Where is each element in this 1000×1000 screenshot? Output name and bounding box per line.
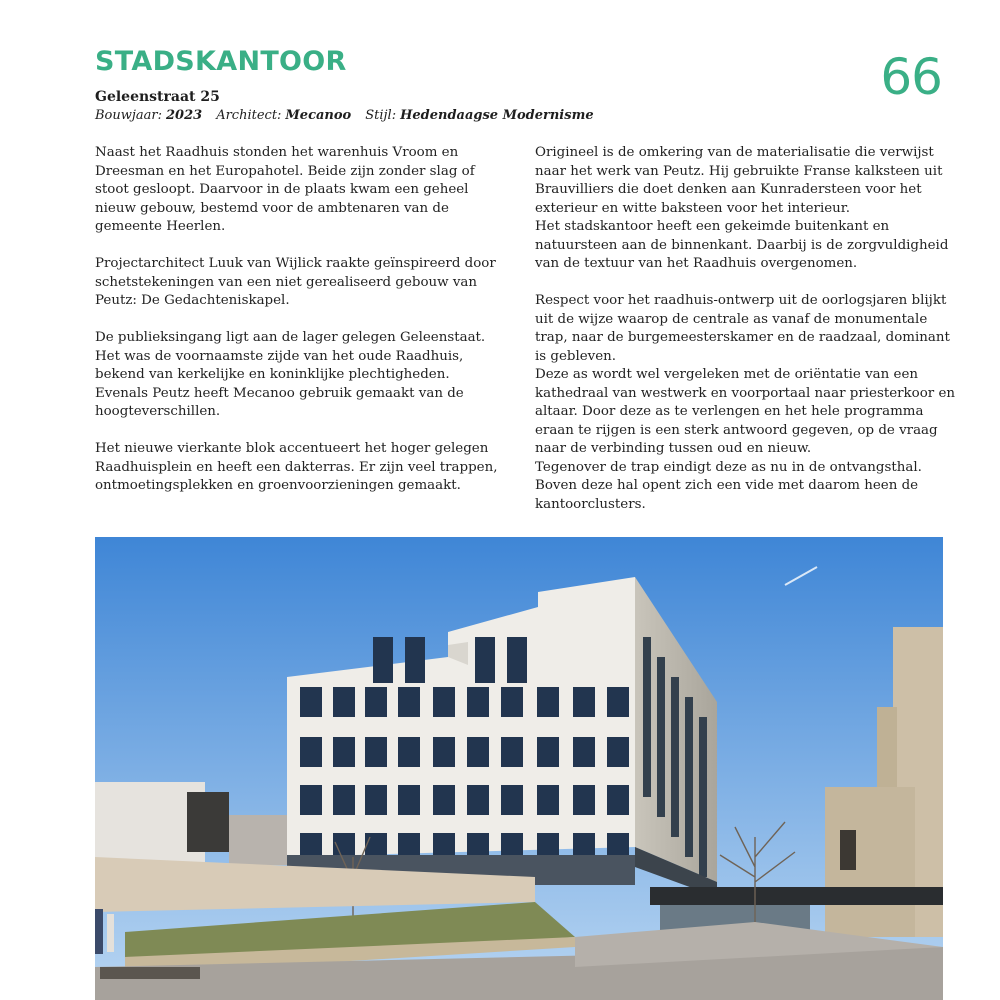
text-line: exterieur en witte baksteen voor het interieur. xyxy=(535,200,850,216)
text-line: De publieksingang ligt aan de lager gelegen Geleenstaat. xyxy=(95,330,486,345)
text-line: trap, naar de burgemeesterskamer en de raadzaal, dominant xyxy=(535,330,950,345)
window xyxy=(501,687,523,717)
rotunda xyxy=(825,787,915,937)
text-line: schetstekeningen van een niet gerealiseerd gebouw van xyxy=(95,274,478,290)
window xyxy=(501,785,523,815)
window xyxy=(607,687,629,717)
text-line: Peutz: De Gedachteniskapel. xyxy=(95,293,290,308)
text-line: eraan te rijgen is een sterk antwoord gegeven, op de vraag xyxy=(535,422,938,438)
style-value: Hedendaagse Modernisme xyxy=(400,108,594,123)
window xyxy=(573,785,595,815)
text-line: Brauvilliers die doet denken aan Kunradersteen voor het xyxy=(535,182,922,197)
text-line: Dreesman en het Europahotel. Beide zijn zonder slag of xyxy=(95,163,475,179)
text-line: ontmoetingsplekken en groenvoorzieningen gemaakt. xyxy=(95,478,461,493)
text-line: hoogteverschillen. xyxy=(95,404,221,419)
window xyxy=(467,785,489,815)
side-window xyxy=(685,697,693,857)
window xyxy=(300,737,322,767)
text-line: Evenals Peutz heeft Mecanoo gebruik gemaakt van de xyxy=(95,385,464,401)
window xyxy=(405,657,425,683)
text-line: kathedraal van westwerk en voorportaal naar priesterkoor en xyxy=(535,385,956,401)
text-line: Boven deze hal opent zich een vide met daarom heen de xyxy=(535,478,919,493)
left-text-column xyxy=(95,144,505,514)
window xyxy=(398,737,420,767)
text-line: Deze as wordt wel vergeleken met de oriëntatie van een xyxy=(535,367,918,382)
bench xyxy=(100,967,200,979)
window xyxy=(467,687,489,717)
text-line: van de textuur van het Raadhuis overgenomen. xyxy=(535,256,858,271)
window xyxy=(365,785,387,815)
architect-value: Mecanoo xyxy=(285,108,352,123)
page-title: STADSKANTOOR xyxy=(95,46,347,77)
text-line: naar de verbinding tussen oud en nieuw. xyxy=(535,441,812,456)
window xyxy=(433,737,455,767)
paragraph xyxy=(95,144,505,237)
paragraph xyxy=(535,292,956,514)
text-line: Origineel is de omkering van de materialisatie die verwijst xyxy=(535,145,934,160)
paragraph xyxy=(95,255,505,311)
address: Geleenstraat 25 xyxy=(95,89,220,105)
window xyxy=(475,657,495,683)
text-line: naar het werk van Peutz. Hij gebruikte Franse kalksteen uit xyxy=(535,163,943,179)
paragraph xyxy=(95,329,505,422)
window xyxy=(467,737,489,767)
year-label: Bouwjaar: xyxy=(95,108,163,123)
text-line: natuursteen aan de binnenkant. Daarbij is de zorgvuldigheid xyxy=(535,237,949,253)
window xyxy=(398,785,420,815)
text-line: Projectarchitect Luuk van Wijlick raakte geïnspireerd door xyxy=(95,256,496,271)
window xyxy=(537,785,559,815)
window xyxy=(300,785,322,815)
text-line: Het was de voornaamste zijde van het oude Raadhuis, xyxy=(95,348,464,364)
window xyxy=(398,687,420,717)
style-label: Stijl: xyxy=(365,108,397,123)
text-line: bekend van kerkelijke en koninklijke plechtigheden. xyxy=(95,367,450,382)
paragraph xyxy=(535,144,947,274)
window xyxy=(573,737,595,767)
year-value: 2023 xyxy=(166,108,203,123)
window xyxy=(373,657,393,683)
text-line: Het nieuwe vierkante blok accentueert het hoger gelegen xyxy=(95,441,489,456)
window xyxy=(433,785,455,815)
window xyxy=(365,737,387,767)
text-line: kantoorclusters. xyxy=(535,496,646,512)
side-window xyxy=(643,637,651,797)
window xyxy=(333,785,355,815)
window xyxy=(300,687,322,717)
window xyxy=(433,687,455,717)
brick-building xyxy=(229,815,287,865)
right-text-column xyxy=(535,144,956,533)
building-photo xyxy=(95,537,943,1000)
window xyxy=(607,785,629,815)
window xyxy=(501,737,523,767)
canopy xyxy=(650,887,943,905)
side-window xyxy=(671,677,679,837)
side-window xyxy=(699,717,707,877)
dark-building xyxy=(187,792,229,852)
window xyxy=(365,687,387,717)
text-line: Raadhuisplein en heeft een dakterras. Er zijn veel trappen, xyxy=(95,459,498,475)
window xyxy=(573,687,595,717)
text-line: Naast het Raadhuis stonden het warenhuis Vroom en xyxy=(95,145,459,160)
side-window xyxy=(657,657,665,817)
text-line: Tegenover de trap eindigt deze as nu in de ontvangsthal. xyxy=(535,459,922,475)
text-line: is gebleven. xyxy=(535,348,617,364)
window xyxy=(507,657,527,683)
window xyxy=(333,687,355,717)
text-line: uit de wijze waarop de centrale as vanaf de monumentale xyxy=(535,311,928,327)
window xyxy=(537,737,559,767)
text-line: Respect voor het raadhuis-ontwerp uit de oorlogsjaren blijkt xyxy=(535,293,947,308)
page-number: 66 xyxy=(880,48,942,106)
window xyxy=(333,737,355,767)
text-line: nieuw gebouw, bestemd voor de ambtenaren van de xyxy=(95,200,449,216)
text-line: gemeente Heerlen. xyxy=(95,219,226,234)
window xyxy=(537,687,559,717)
window xyxy=(607,737,629,767)
architect-label: Architect: xyxy=(216,108,282,123)
text-line: altaar. Door deze as te verlengen en het hele programma xyxy=(535,404,924,419)
building-meta xyxy=(95,108,608,123)
text-line: Het stadskantoor heeft een gekeimde buitenkant en xyxy=(535,219,890,234)
text-line: stoot gesloopt. Daarvoor in de plaats kwam een geheel xyxy=(95,182,469,197)
paragraph xyxy=(95,440,505,496)
